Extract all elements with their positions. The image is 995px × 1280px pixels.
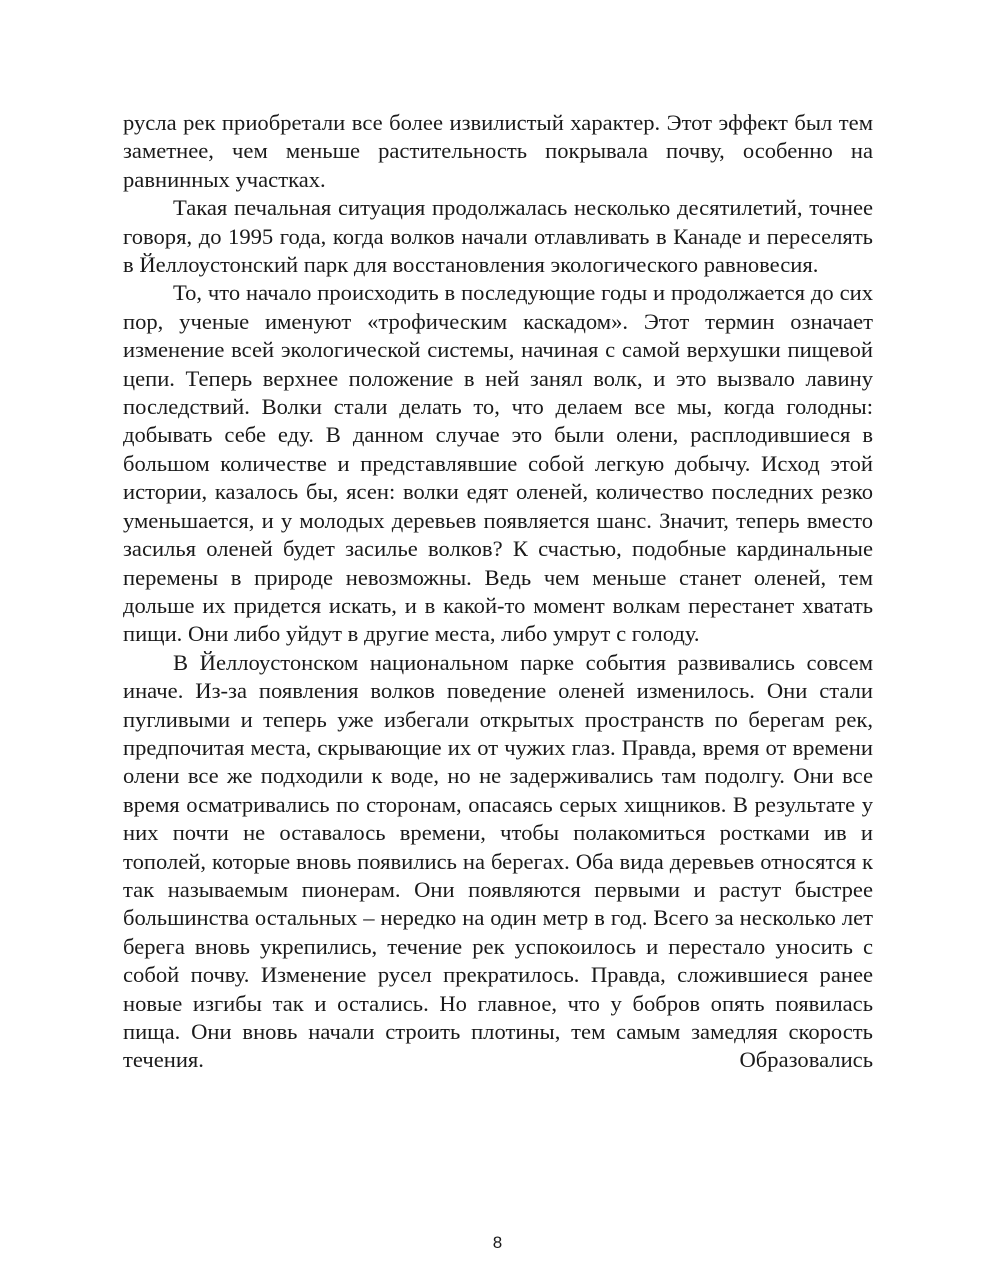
page-number: 8 bbox=[492, 1233, 503, 1252]
body-text bbox=[123, 109, 873, 1075]
paragraph: Такая печальная ситуация продолжалась несколько десятилетий, точнее говоря, до 1995 года, когда волков начали отлавливать в Канаде и переселять в Йеллоустонский парк для восстановления экологического равновесия. bbox=[123, 195, 873, 278]
paragraph: То, что начало происходить в последующие годы и продолжается до сих пор, ученые именуют «трофическим каскадом». Этот термин означает изменение всей экологической системы, начиная с самой верхушки пищевой цепи. Теперь верхнее положение в ней занял волк, и это вызвало лавину последствий. Волки стали делать то, что делаем все мы, когда голодны: добывать себе еду. В данном случае это были олени, расплодившиеся в большом количестве и представлявшие собой легкую добычу. Исход этой истории, казалось бы, ясен: волки едят оленей, количество последних резко уменьшается, и у молодых деревьев появляется шанс. Значит, теперь вместо засилья оленей будет засилье волков? К счастью, подобные кардинальные перемены в природе невозможны. Ведь чем меньше станет оленей, тем дольше их придется искать, и в какой-то момент волкам перестанет хватать пищи. Они либо уйдут в другие места, либо умрут с голоду. bbox=[123, 280, 873, 647]
paragraph: В Йеллоустонском национальном парке события развивались совсем иначе. Из-за появления волков поведение оленей изменилось. Они стали пугливыми и теперь уже избегали открытых пространств по берегам рек, предпочитая места, скрывающие их от чужих глаз. Правда, время от времени олени все же подходили к воде, но не задерживались там подолгу. Они все время осматривались по сторонам, опасаясь серых хищников. В результате у них почти не оставалось времени, чтобы полакомиться ростками ив и тополей, которые вновь появились на берегах. Оба вида деревьев относятся к так называемым пионерам. Они появляются первыми и растут быстрее большинства остальных – нередко на один метр в год. Всего за несколько лет берега вновь укрепились, течение рек успокоилось и перестало уносить с собой почву. Изменение русел прекратилось. Правда, сложившиеся ранее новые изгибы так и остались. Но главное, что у бобров опять появилась пища. Они вновь начали строить плотины, тем самым замедляя скорость течения. Образовались bbox=[123, 649, 873, 1073]
paragraph-continuation: русла рек приобретали все более извилистый характер. Этот эффект был тем заметнее, чем меньше растительность покрывала почву, особенно на равнинных участках. bbox=[123, 110, 873, 192]
